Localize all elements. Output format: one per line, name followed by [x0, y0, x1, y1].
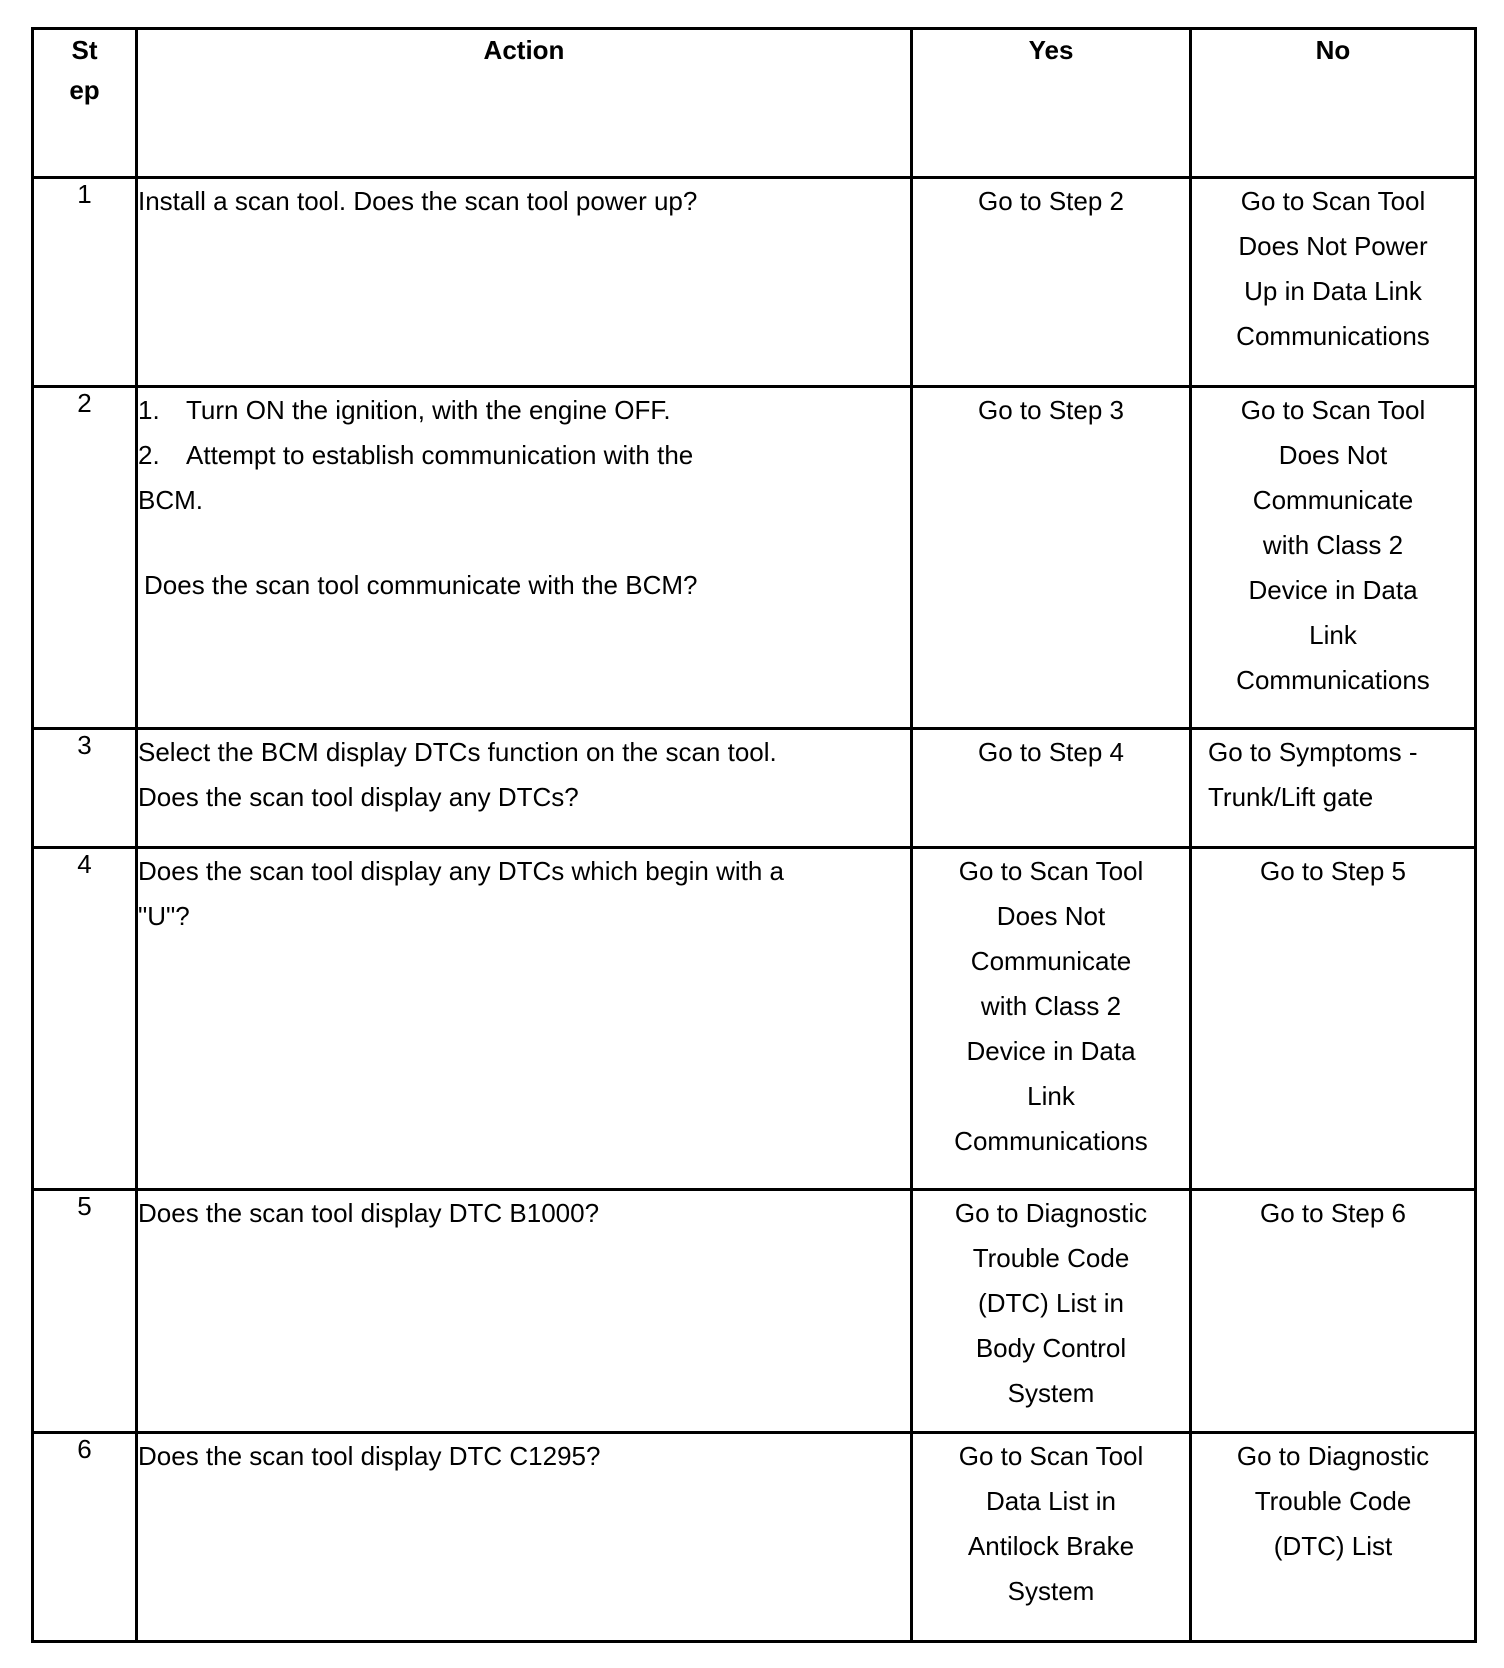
no-text[interactable]: Go to Step 5 — [1260, 856, 1406, 886]
no-text[interactable]: Go to Symptoms - — [1208, 737, 1418, 767]
step-number: 3 — [33, 729, 137, 848]
yes-cell — [912, 729, 1191, 848]
action-text: Does the scan tool display DTC C1295? — [138, 1441, 601, 1471]
action-text: Does the scan tool display DTC B1000? — [138, 1198, 600, 1228]
table-row — [33, 1433, 1476, 1642]
action-text: Install a scan tool. Does the scan tool power up? — [138, 186, 698, 216]
yes-text[interactable]: Go to Step 4 — [978, 737, 1124, 767]
action-question: Does the scan tool communicate with the BCM? — [144, 570, 698, 600]
no-text[interactable]: Go to Scan Tool — [1240, 395, 1426, 425]
header-yes: Yes — [912, 29, 1191, 178]
yes-text[interactable]: Data List in — [985, 1486, 1117, 1516]
no-text[interactable]: Communicate — [1252, 485, 1414, 515]
header-step-line2: ep — [69, 75, 100, 105]
no-cell — [1191, 729, 1476, 848]
table-row — [33, 387, 1476, 729]
yes-cell — [912, 1190, 1191, 1433]
header-step — [33, 29, 137, 178]
no-text[interactable]: with Class 2 — [1262, 530, 1404, 560]
action-cell — [137, 178, 912, 387]
no-text[interactable]: (DTC) List — [1273, 1531, 1393, 1561]
no-text[interactable]: Up in Data Link — [1244, 276, 1422, 306]
no-cell — [1191, 178, 1476, 387]
no-text[interactable]: Does Not Power — [1238, 231, 1428, 261]
list-number: 2. — [138, 440, 160, 470]
yes-text[interactable]: Go to Diagnostic — [954, 1198, 1148, 1228]
action-cell — [137, 729, 912, 848]
yes-text[interactable]: Device in Data — [966, 1036, 1136, 1066]
yes-cell — [912, 848, 1191, 1190]
action-continuation: BCM. — [138, 485, 203, 515]
yes-text[interactable]: Antilock Brake — [967, 1531, 1135, 1561]
list-text: Attempt to establish communication with the — [186, 440, 694, 470]
list-text: Turn ON the ignition, with the engine OFF. — [186, 395, 671, 425]
no-text[interactable]: Communications — [1236, 665, 1430, 695]
no-cell — [1191, 1190, 1476, 1433]
table-row — [33, 729, 1476, 848]
step-number: 6 — [33, 1433, 137, 1642]
yes-cell — [912, 1433, 1191, 1642]
no-text[interactable]: Does Not — [1278, 440, 1388, 470]
action-cell — [137, 1433, 912, 1642]
diagnostic-table — [31, 27, 1477, 1643]
step-number: 1 — [33, 178, 137, 387]
no-text[interactable]: Device in Data — [1248, 575, 1418, 605]
action-cell — [137, 387, 912, 729]
yes-text[interactable]: Go to Scan Tool — [958, 1441, 1144, 1471]
action-text: Select the BCM display DTCs function on the scan tool. — [138, 737, 777, 767]
yes-text[interactable]: System — [1007, 1576, 1095, 1606]
no-text[interactable]: Go to Diagnostic — [1236, 1441, 1430, 1471]
action-cell — [137, 848, 912, 1190]
yes-cell — [912, 178, 1191, 387]
spacer — [138, 523, 910, 563]
no-cell — [1191, 1433, 1476, 1642]
action-list-item — [138, 433, 910, 478]
list-number: 1. — [138, 395, 160, 425]
yes-text[interactable]: System — [1007, 1378, 1095, 1408]
yes-text[interactable]: with Class 2 — [980, 991, 1122, 1021]
action-list-item — [138, 388, 910, 433]
header-row — [33, 29, 1476, 178]
yes-text[interactable]: Go to Step 3 — [978, 395, 1124, 425]
yes-text[interactable]: (DTC) List in — [978, 1288, 1124, 1318]
yes-text[interactable]: Communicate — [970, 946, 1132, 976]
action-cell — [137, 1190, 912, 1433]
action-text: Does the scan tool display any DTCs? — [138, 782, 579, 812]
no-text[interactable]: Communications — [1236, 321, 1430, 351]
step-number: 5 — [33, 1190, 137, 1433]
table-row — [33, 178, 1476, 387]
table-row — [33, 1190, 1476, 1433]
no-text[interactable]: Go to Step 6 — [1260, 1198, 1406, 1228]
header-no: No — [1191, 29, 1476, 178]
no-text[interactable]: Go to Scan Tool — [1240, 186, 1426, 216]
yes-text[interactable]: Communications — [954, 1126, 1148, 1156]
yes-text[interactable]: Body Control — [975, 1333, 1127, 1363]
no-cell — [1191, 848, 1476, 1190]
header-action: Action — [137, 29, 912, 178]
header-step-line1: St — [71, 35, 98, 65]
no-text[interactable]: Link — [1309, 620, 1357, 650]
action-text: Does the scan tool display any DTCs which begin with a — [138, 856, 784, 886]
table-row — [33, 848, 1476, 1190]
yes-text[interactable]: Does Not — [996, 901, 1106, 931]
yes-text[interactable]: Trouble Code — [972, 1243, 1130, 1273]
yes-text[interactable]: Go to Scan Tool — [958, 856, 1144, 886]
yes-text[interactable]: Link — [1027, 1081, 1075, 1111]
no-text[interactable]: Trouble Code — [1254, 1486, 1412, 1516]
action-text: "U"? — [138, 901, 190, 931]
no-cell — [1191, 387, 1476, 729]
step-number: 2 — [33, 387, 137, 729]
step-number: 4 — [33, 848, 137, 1190]
no-text[interactable]: Trunk/Lift gate — [1208, 782, 1374, 812]
yes-cell — [912, 387, 1191, 729]
yes-text[interactable]: Go to Step 2 — [978, 186, 1124, 216]
